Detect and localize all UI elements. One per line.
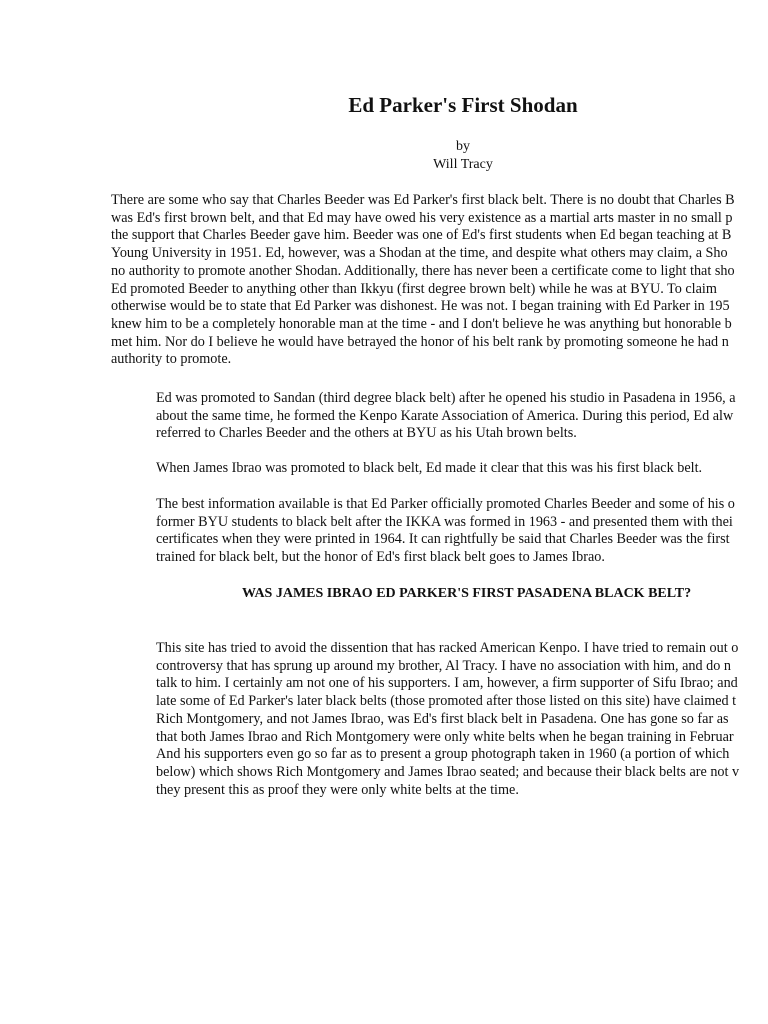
text-line: controversy that has sprung up around my brother, Al Tracy. I have no association with him, and do n	[156, 657, 731, 674]
text-line: authority to promote.	[111, 351, 232, 368]
text-line: was Ed's first brown belt, and that Ed may have owed his very existence as a martial arts master in no small p	[111, 209, 733, 226]
text-line: And his supporters even go so far as to present a group photograph taken in 1960 (a portion of which	[156, 746, 730, 763]
text-line: Rich Montgomery, and not James Ibrao, was Ed's first black belt in Pasadena. One has gone so far as	[156, 710, 729, 727]
text-line: When James Ibrao was promoted to black belt, Ed made it clear that this was his first black belt.	[156, 460, 703, 476]
text-line: Ed promoted Beeder to anything other than Ikkyu (first degree brown belt) while he was at BYU. To claim	[111, 280, 717, 297]
text-line: trained for black belt, but the honor of Ed's first black belt goes to James Ibrao.	[156, 549, 605, 566]
text-line: they present this as proof they were only white belts at the time.	[156, 781, 519, 798]
paragraph-intro	[111, 192, 735, 369]
text-line: Ed was promoted to Sandan (third degree black belt) after he opened his studio in Pasadena in 1956, a	[156, 390, 736, 406]
text-line: that both James Ibrao and Rich Montgomery were only white belts when he began training in Februar	[156, 728, 734, 745]
paragraph-best-information	[156, 496, 735, 567]
paragraph-ibrao-promotion	[156, 460, 702, 478]
text-line: Young University in 1951. Ed, however, was a Shodan at the time, and despite what others may claim, a Sho	[111, 245, 728, 262]
paragraph-sandan	[156, 390, 736, 443]
text-line: This site has tried to avoid the dissention that has racked American Kenpo. I have tried to remain out o	[156, 640, 739, 656]
text-line: late some of Ed Parker's later black belts (those promoted after those listed on this site) have claimed t	[156, 693, 737, 710]
text-line: met him. Nor do I believe he would have betrayed the honor of his belt rank by promoting someone he had n	[111, 333, 729, 350]
section-heading: WAS JAMES IBRAO ED PARKER'S FIRST PASADENA BLACK BELT?	[242, 586, 692, 601]
document-title: Ed Parker's First Shodan	[348, 93, 578, 117]
text-line: knew him to be a completely honorable man at the time - and I don't believe he was anything but honorable b	[111, 315, 732, 332]
text-line: otherwise would be to state that Ed Parker was dishonest. He was not. I began training with Ed Parker in 195	[111, 298, 730, 315]
text-line: There are some who say that Charles Beeder was Ed Parker's first black belt. There is no doubt that Charles B	[111, 192, 735, 208]
text-line: former BYU students to black belt after the IKKA was formed in 1963 - and presented them with thei	[156, 513, 733, 530]
byline-author: Will Tracy	[433, 157, 493, 172]
text-line: below) which shows Rich Montgomery and James Ibrao seated; and because their black belts are not v	[156, 763, 740, 780]
paragraph-controversy	[156, 640, 739, 799]
text-line: the support that Charles Beeder gave him. Beeder was one of Ed's first students when Ed began teaching at B	[111, 227, 732, 244]
text-line: The best information available is that Ed Parker officially promoted Charles Beeder and some of his o	[156, 496, 735, 512]
text-line: referred to Charles Beeder and the others at BYU as his Utah brown belts.	[156, 425, 577, 442]
text-line: no authority to promote another Shodan. Additionally, there has never been a certificate come to light that sho	[111, 262, 735, 279]
text-line: talk to him. I certainly am not one of his supporters. I am, however, a firm supporter of Sifu Ibrao; and	[156, 675, 738, 692]
text-line: about the same time, he formed the Kenpo Karate Association of America. During this period, Ed alw	[156, 407, 734, 424]
text-line: certificates when they were printed in 1964. It can rightfully be said that Charles Beeder was the first	[156, 531, 730, 548]
byline-by: by	[456, 139, 470, 154]
